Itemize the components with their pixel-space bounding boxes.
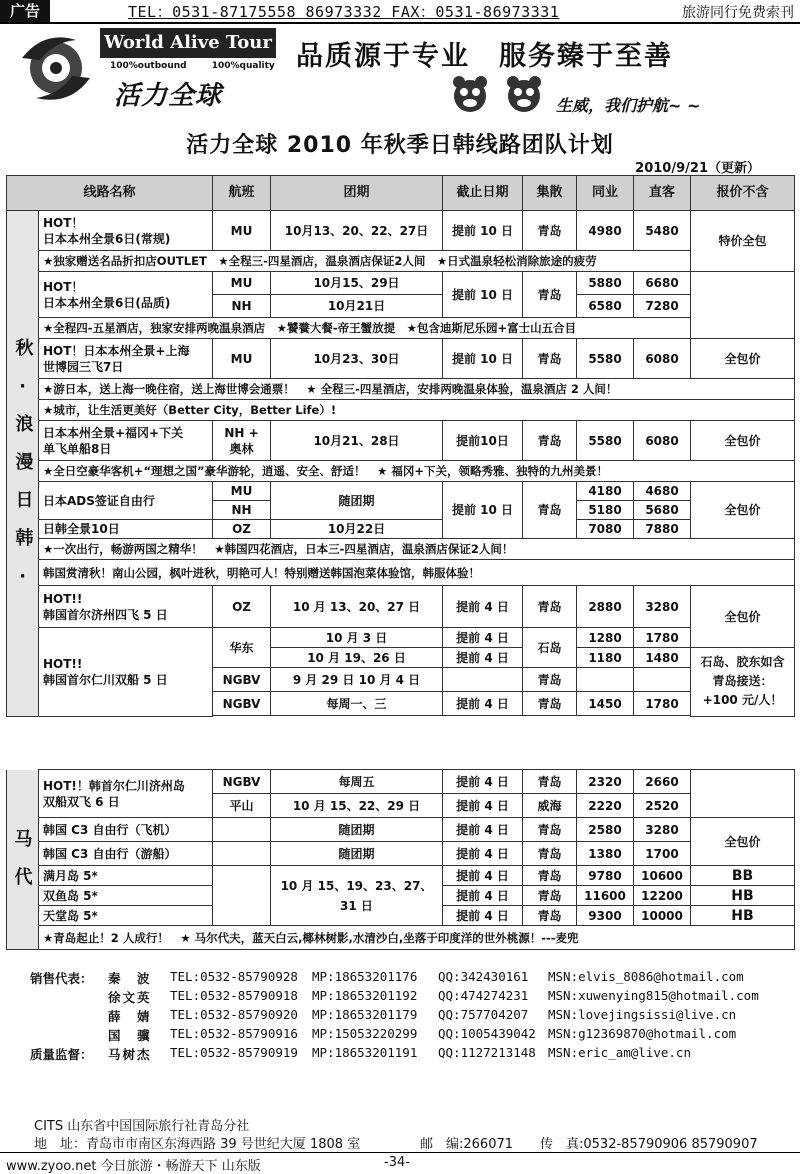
table-row: [7, 400, 795, 421]
contact-qq: QQ:757704207: [438, 1007, 529, 1022]
price-excluded: 石岛、胶东如含青岛接送：+100 元/人！: [691, 648, 795, 717]
trade-price: 7080: [577, 520, 634, 539]
contact-mobile: MP:18653201191: [312, 1045, 418, 1060]
brand-subtitle: 100%outbound 100%quality: [110, 61, 275, 71]
hub: 青岛: [523, 272, 577, 318]
direct-price: 2520: [634, 794, 691, 818]
tour-dates: 10 月 19、26 日: [271, 648, 443, 668]
contact-tel: TEL:0532-85790920: [170, 1007, 298, 1022]
tour-dates: 10月21、28日: [271, 421, 443, 461]
trade-price: 2220: [577, 794, 634, 818]
table-row: [7, 818, 795, 842]
route-note: ★游日本，送上海一晚住宿，送上海世博会通票！ ★ 全程三-四星酒店，安排两晚温泉体验，温泉酒店 2 人间！: [39, 379, 795, 400]
route-name: 韩国 C3 自由行（游船）: [39, 842, 213, 866]
hub: 青岛: [523, 692, 577, 716]
direct-price: 5680: [634, 501, 691, 520]
hub: 青岛: [523, 842, 577, 866]
table-row: [7, 628, 795, 648]
price-excluded: 全包价: [691, 421, 795, 461]
deadline: 提前10日: [443, 421, 523, 461]
tour-dates: 10月23、30日: [271, 339, 443, 379]
contact-name: 薛 婧: [108, 1009, 152, 1024]
agency-address-row: [34, 1133, 794, 1152]
deadline: 提前 4 日: [443, 818, 523, 842]
site-footer: www.zyoo.net 今日旅游・畅游天下 山东版: [6, 1159, 261, 1174]
trade-price: 5580: [577, 421, 634, 461]
route-note: ★城市，让生活更美好（Better City，Better Life）!: [39, 400, 795, 421]
hub: 青岛: [523, 886, 577, 906]
season-label-maldives: 马代: [7, 770, 39, 950]
contact-qq: QQ:1127213148: [438, 1045, 536, 1060]
header-route: 线路名称: [7, 176, 213, 211]
flight: OZ: [213, 520, 271, 539]
flight: 平山: [213, 794, 271, 818]
price-excluded: 特价全包: [691, 211, 795, 272]
deadline: 提前 4 日: [443, 770, 523, 794]
contact-msn: MSN:eric_am@live.cn: [548, 1045, 691, 1060]
table-row: [7, 770, 795, 794]
table-row: [7, 560, 795, 586]
direct-price: 12200: [634, 886, 691, 906]
direct-price: 6080: [634, 339, 691, 379]
route-note: ★一次出行，畅游两国之精华！ ★韩国四花酒店，日本三-四星酒店，温泉酒店保证2人间！: [39, 539, 795, 560]
direct-price: 10000: [634, 906, 691, 926]
address: 地 址：青岛市市南区东海西路 39 号世纪大厦 1808 室: [34, 1137, 361, 1152]
tour-dates: 10 月 15、22、29 日: [271, 794, 443, 818]
supervisor-label: 质量监督：: [30, 1047, 93, 1062]
route-name: HOT！ 日本本州全景6日(品质): [39, 272, 213, 318]
price-excluded: BB: [691, 866, 795, 886]
contact-msn: MSN:lovejingsissi@live.cn: [548, 1007, 737, 1022]
table-row: [7, 421, 795, 461]
route-name: 日韩全景10日: [39, 520, 213, 539]
contact-tel: TEL:0532-85790928: [170, 969, 298, 984]
tour-dates: 10 月 3 日: [271, 628, 443, 648]
trade-price: 9300: [577, 906, 634, 926]
route-name: 双鱼岛 5*: [39, 886, 213, 906]
table-row: [7, 272, 795, 295]
hub: 威海: [523, 794, 577, 818]
header-deadline: 截止日期: [443, 176, 523, 211]
hub: 青岛: [523, 668, 577, 692]
trade-empty: [577, 668, 634, 692]
tour-dates: 随团期: [271, 818, 443, 842]
deadline: 提前 10 日: [443, 211, 523, 251]
table-row: [7, 842, 795, 866]
tour-dates: 9 月 29 日 10 月 4 日: [271, 668, 443, 692]
price-excluded: 全包价: [691, 586, 795, 648]
table-row: [7, 339, 795, 379]
ad-tag: 广告: [0, 0, 50, 22]
hub: 青岛: [523, 770, 577, 794]
tour-dates: 每周五: [271, 770, 443, 794]
tour-dates: 10 月 13、20、27 日: [271, 586, 443, 628]
trade-price: 2320: [577, 770, 634, 794]
direct-price: 7280: [634, 295, 691, 318]
price-excluded: 全包价: [691, 818, 795, 866]
contact-tel: TEL:0532-85790918: [170, 988, 298, 1003]
direct-price: 6680: [634, 272, 691, 295]
price-excluded: HB: [691, 886, 795, 906]
route-note: 韩国赏清秋！南山公园，枫叶进秋，明艳可人！特别赠送韩国泡菜体验馆，韩服体验！: [39, 560, 795, 586]
deadline-empty: [443, 668, 523, 692]
flight: OZ: [213, 586, 271, 628]
route-note: ★全日空豪华客机+“理想之国”豪华游轮，逍遥、安全、舒适！ ★ 福冈+下关，领略秀雅、独特的九州美景！: [39, 461, 795, 482]
tour-dates: 10月22日: [271, 520, 443, 539]
route-name: HOT!! 韩国首尔济州四飞 5 日: [39, 586, 213, 628]
route-name: 日本本州全景+福冈+下关 单飞单船8日: [39, 421, 213, 461]
header-dates: 团期: [271, 176, 443, 211]
deadline: 提前 4 日: [443, 842, 523, 866]
table-header: [7, 176, 795, 211]
tiger-mascot-icon: [450, 72, 550, 118]
flight: MU: [213, 339, 271, 379]
hub: 青岛: [523, 211, 577, 251]
bottom-bar: [0, 1152, 800, 1173]
hub: 青岛: [523, 906, 577, 926]
contact-tel: TEL:0532-85790919: [170, 1045, 298, 1060]
trade-price: 9780: [577, 866, 634, 886]
tour-dates: 每周一、三: [271, 692, 443, 716]
page-title: 活力全球 2010 年秋季日韩线路团队计划: [186, 133, 614, 158]
tour-dates: 10月21日: [271, 295, 443, 318]
flight: NGBV: [213, 668, 271, 692]
deadline: 提前 10 日: [443, 272, 523, 318]
deadline: 提前 4 日: [443, 906, 523, 926]
table-row: [7, 251, 795, 272]
table-row: [7, 539, 795, 560]
tour-dates: 10 月 15、19、23、27、31 日: [271, 866, 443, 926]
update-date: 2010/9/21（更新）: [635, 161, 760, 176]
trade-price: 1180: [577, 648, 634, 668]
route-name: 日本ADS签证自由行: [39, 482, 213, 520]
route-note: ★独家赠送名品折扣店OUTLET ★全程三-四星酒店，温泉酒店保证2人间 ★日式温泉轻松消除旅途的疲劳: [39, 251, 691, 272]
route-note: ★青岛起止！2 人成行！ ★ 马尔代夫，蓝天白云,椰林树影,水清沙白,坐落于印度洋的世外桃源！---麦兜: [39, 926, 795, 950]
direct-price: 6080: [634, 421, 691, 461]
route-name: HOT!! 韩国首尔仁川双船 5 日: [39, 628, 213, 717]
price-excluded-empty: [691, 272, 795, 339]
brand-name-en: World Alive Tour: [100, 28, 276, 58]
table-row: [7, 211, 795, 251]
agency-name: CITS 山东省中国国际旅行社青岛分社: [34, 1119, 250, 1134]
trade-price: 1450: [577, 692, 634, 716]
table-row: [7, 318, 795, 339]
route-note: ★全程四-五星酒店，独家安排两晚温泉酒店 ★饕餮大餐-帝王蟹放提 ★包含迪斯尼乐园+富士山五合目: [39, 318, 691, 339]
contact-name: 徐文英: [108, 990, 152, 1005]
hub: 青岛: [523, 586, 577, 628]
flight: MU: [213, 482, 271, 501]
flight-empty: [213, 842, 271, 866]
flight: NGBV: [213, 692, 271, 716]
header-trade-price: 同业: [577, 176, 634, 211]
contact-name: 秦 波: [108, 971, 152, 986]
route-name: 满月岛 5*: [39, 866, 213, 886]
trade-price: 4180: [577, 482, 634, 501]
flight: NGBV: [213, 770, 271, 794]
deadline: 提前 10 日: [443, 482, 523, 539]
top-contact: TEL：0531-87175558 86973332 FAX：0531-86973331: [128, 3, 560, 21]
deadline: 提前 4 日: [443, 628, 523, 648]
contact-mobile: MP:15053220299: [312, 1026, 418, 1041]
flight: NH + 奥林: [213, 421, 271, 461]
header-flight: 航班: [213, 176, 271, 211]
trade-price: 2580: [577, 818, 634, 842]
direct-price: 3280: [634, 586, 691, 628]
direct-price: 1780: [634, 692, 691, 716]
deadline: 提前 10 日: [443, 339, 523, 379]
direct-price: 2660: [634, 770, 691, 794]
table-row: [7, 926, 795, 950]
header-hub: 集散: [523, 176, 577, 211]
trade-price: 1280: [577, 628, 634, 648]
flight: 华东: [213, 628, 271, 668]
deadline: 提前 4 日: [443, 794, 523, 818]
top-banner: [0, 0, 800, 24]
top-tagline: 旅游同行免费索刊: [682, 5, 794, 21]
route-name: HOT！ 日本本州全景6日(常规): [39, 211, 213, 251]
contact-qq: QQ:1005439042: [438, 1026, 536, 1041]
flight-empty: [213, 818, 271, 842]
hub: 青岛: [523, 818, 577, 842]
direct-price: 7880: [634, 520, 691, 539]
flight: NH: [213, 501, 271, 520]
flight: MU: [213, 211, 271, 251]
tour-schedule-table-korea-maldives: [6, 769, 795, 950]
page-number: -34-: [384, 1155, 410, 1170]
trade-price: 2880: [577, 586, 634, 628]
tour-schedule-table: [6, 175, 795, 717]
deadline: 提前 4 日: [443, 866, 523, 886]
brand-name-cn: 活力全球: [114, 81, 223, 111]
direct-price: 5480: [634, 211, 691, 251]
flight: MU: [213, 272, 271, 295]
hub: 青岛: [523, 339, 577, 379]
contact-mobile: MP:18653201179: [312, 1007, 418, 1022]
contact-msn: MSN:xuwenying815@hotmail.com: [548, 988, 759, 1003]
route-name: 天堂岛 5*: [39, 906, 213, 926]
contact-qq: QQ:342430161: [438, 969, 529, 984]
route-name: 韩国 C3 自由行（飞机）: [39, 818, 213, 842]
contact-qq: QQ:474274231: [438, 988, 529, 1003]
price-excluded: 全包价: [691, 482, 795, 539]
contact-name: 马树杰: [108, 1047, 152, 1062]
hub: 青岛: [523, 866, 577, 886]
direct-price: 1700: [634, 842, 691, 866]
mascot-slogan: 生威，我们护航~ ~: [556, 96, 701, 115]
price-excluded: 全包价: [691, 339, 795, 379]
direct-price: 1480: [634, 648, 691, 668]
trade-price: 5180: [577, 501, 634, 520]
tour-dates: 10月15、29日: [271, 272, 443, 295]
trade-price: 4980: [577, 211, 634, 251]
deadline: 提前 4 日: [443, 886, 523, 906]
direct-empty: [634, 668, 691, 692]
hub: 青岛: [523, 421, 577, 461]
fax: 传 真:0532-85790906 85790907: [540, 1137, 758, 1152]
postcode: 邮 编:266071: [420, 1137, 514, 1152]
header-excluded: 报价不含: [691, 176, 795, 211]
deadline: 提前 4 日: [443, 586, 523, 628]
trade-price: 5880: [577, 272, 634, 295]
table-row: [7, 482, 795, 501]
swirl-logo-icon: [14, 28, 98, 108]
hub: 青岛: [523, 482, 577, 539]
tour-dates: 随团期: [271, 842, 443, 866]
table-row: [7, 586, 795, 628]
contact-mobile: MP:18653201192: [312, 988, 418, 1003]
slogan: 品质源于专业 服务臻于至善: [296, 41, 673, 72]
tour-dates: 随团期: [271, 482, 443, 520]
mascots: [450, 72, 550, 122]
company-logo: [14, 28, 279, 111]
table-row: [7, 379, 795, 400]
contact-msn: MSN:elvis_8086@hotmail.com: [548, 969, 744, 984]
contact-msn: MSN:g12369870@hotmail.com: [548, 1026, 737, 1041]
sales-label: 销售代表：: [30, 971, 93, 986]
direct-price: 3280: [634, 818, 691, 842]
trade-price: 6580: [577, 295, 634, 318]
direct-price: 1780: [634, 628, 691, 648]
route-name: HOT!！韩首尔仁川济州岛 双船双飞 6 日: [39, 770, 213, 818]
hub: 石岛: [523, 628, 577, 668]
price-excluded: HB: [691, 906, 795, 926]
direct-price: 10600: [634, 866, 691, 886]
table-row: [7, 866, 795, 886]
table-row: [7, 461, 795, 482]
contact-name: 国 骥: [108, 1028, 152, 1043]
trade-price: 11600: [577, 886, 634, 906]
contact-tel: TEL:0532-85790916: [170, 1026, 298, 1041]
trade-price: 1380: [577, 842, 634, 866]
direct-price: 4680: [634, 482, 691, 501]
trade-price: 5580: [577, 339, 634, 379]
route-name: HOT！日本本州全景+上海 世博园三飞7日: [39, 339, 213, 379]
deadline: 提前 4 日: [443, 648, 523, 668]
header-direct-price: 直客: [634, 176, 691, 211]
price-excluded-empty: [691, 770, 795, 818]
flight-empty: [213, 866, 271, 926]
deadline: 提前 4 日: [443, 692, 523, 716]
flight: NH: [213, 295, 271, 318]
tour-dates: 10月13、20、22、27日: [271, 211, 443, 251]
season-label-autumn: 秋·浪漫日韩·: [7, 211, 39, 717]
contact-mobile: MP:18653201176: [312, 969, 418, 984]
table-row: [7, 520, 795, 539]
